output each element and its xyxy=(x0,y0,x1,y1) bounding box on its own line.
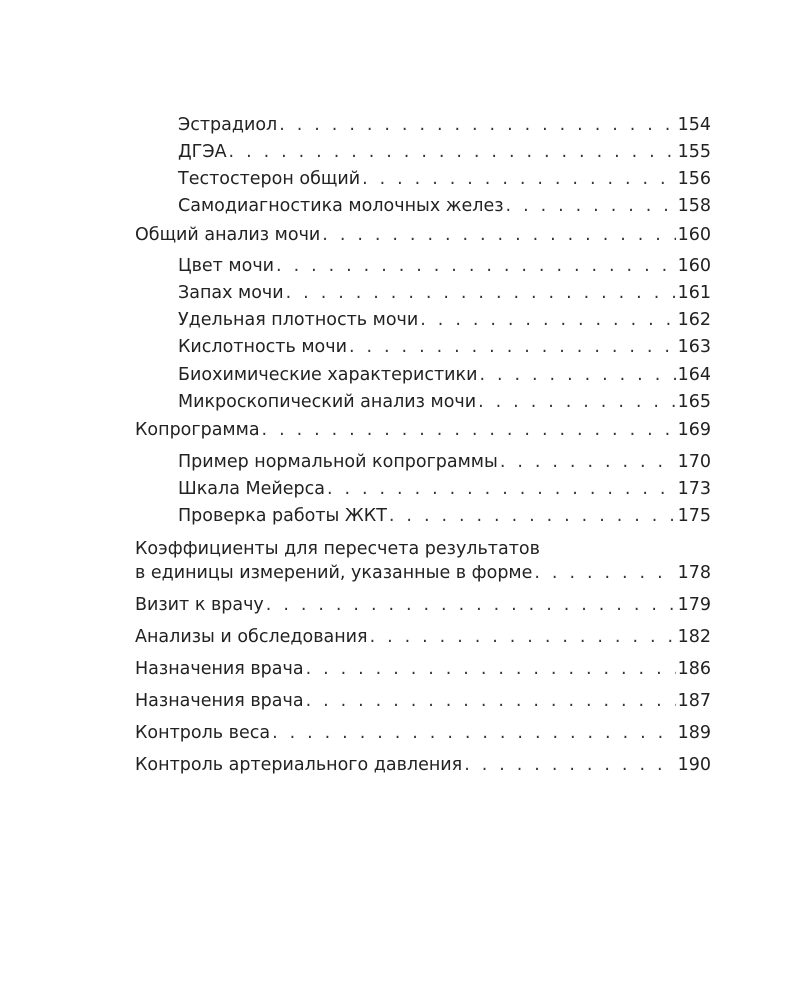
toc-entry-title: Эстрадиол xyxy=(178,115,278,135)
toc-entry-page: 161 xyxy=(677,283,711,303)
toc-entry-page: 156 xyxy=(677,169,711,189)
dot-leader xyxy=(276,255,676,277)
toc-entry-normal-coprogram xyxy=(178,451,711,473)
toc-entry-title: Проверка работы ЖКТ xyxy=(178,506,387,526)
dot-leader xyxy=(306,690,676,712)
dot-leader xyxy=(362,168,675,190)
toc-entry-page: 182 xyxy=(677,627,711,647)
toc-entry-title: Контроль артериального давления xyxy=(135,755,463,775)
toc-entry-title: Контроль веса xyxy=(135,723,271,743)
toc-entry-page: 164 xyxy=(677,365,711,385)
toc-entry-urine-density xyxy=(178,309,711,331)
toc-entry-page: 173 xyxy=(677,479,711,499)
toc-entry-testosterone xyxy=(178,168,711,190)
toc-entry-page: 155 xyxy=(677,142,711,162)
toc-entry-title: Удельная плотность мочи xyxy=(178,310,419,330)
toc-entry-title: Цвет мочи xyxy=(178,256,275,276)
dot-leader xyxy=(286,282,676,304)
toc-entry-page: 160 xyxy=(677,225,711,245)
toc-entry-page: 175 xyxy=(677,506,711,526)
toc-entry-page: 187 xyxy=(677,691,711,711)
toc-entry-gi-check xyxy=(178,505,711,527)
dot-leader xyxy=(420,309,675,331)
toc-entry-coprogram xyxy=(135,419,711,441)
toc-entry-page: 158 xyxy=(677,196,711,216)
toc-entry-doctor-visit xyxy=(135,594,711,616)
dot-leader xyxy=(229,141,676,163)
dot-leader xyxy=(279,114,675,136)
toc-entry-meyers-scale xyxy=(178,478,711,500)
dot-leader xyxy=(389,505,676,527)
toc-entry-page: 162 xyxy=(677,310,711,330)
toc-entry-estradiol xyxy=(178,114,711,136)
dot-leader xyxy=(327,478,676,500)
toc-entry-blood-pressure xyxy=(135,754,711,776)
toc-entry-title: в единицы измерений, указанные в форме xyxy=(135,563,533,583)
toc-entry-title: ДГЭА xyxy=(178,142,227,162)
toc-entry-dgea xyxy=(178,141,711,163)
toc-entry-title: Анализы и обследования xyxy=(135,627,368,647)
toc-entry-prescriptions-1 xyxy=(135,658,711,680)
dot-leader xyxy=(464,754,675,776)
dot-leader xyxy=(534,562,675,584)
toc-entry-urine-color xyxy=(178,255,711,277)
dot-leader xyxy=(479,364,675,386)
dot-leader xyxy=(262,419,676,441)
toc-entry-page: 160 xyxy=(677,256,711,276)
dot-leader xyxy=(306,658,676,680)
toc-entry-microscopy xyxy=(178,391,711,413)
dot-leader xyxy=(506,195,676,217)
toc-entry-page: 163 xyxy=(677,337,711,357)
toc-entry-page: 179 xyxy=(677,595,711,615)
toc-entry-title: Назначения врача xyxy=(135,659,304,679)
toc-entry-biochemistry xyxy=(178,364,711,386)
dot-leader xyxy=(500,451,676,473)
toc-entry-coefficients-line1: Коэффициенты для пересчета результатов xyxy=(135,539,540,559)
toc-entry-title: Самодиагностика молочных желез xyxy=(178,196,504,216)
toc-entry-title: Шкала Мейерса xyxy=(178,479,325,499)
dot-leader xyxy=(478,391,675,413)
toc-entry-page: 189 xyxy=(677,723,711,743)
toc-entry-urinalysis xyxy=(135,224,711,246)
toc-entry-title: Общий анализ мочи xyxy=(135,225,321,245)
toc-entry-title: Запах мочи xyxy=(178,283,284,303)
toc-entry-weight-control xyxy=(135,722,711,744)
toc-entry-title: Биохимические характеристики xyxy=(178,365,478,385)
toc-entry-title: Визит к врачу xyxy=(135,595,264,615)
dot-leader xyxy=(272,722,676,744)
toc-entry-page: 154 xyxy=(677,115,711,135)
toc-entry-title: Микроскопический анализ мочи xyxy=(178,392,477,412)
toc-entry-urine-acidity xyxy=(178,336,711,358)
toc-entry-urine-odor xyxy=(178,282,711,304)
toc-entry-title: Копрограмма xyxy=(135,420,260,440)
toc-entry-page: 178 xyxy=(677,563,711,583)
toc-entry-coefficients xyxy=(135,562,711,584)
toc-entry-page: 190 xyxy=(677,755,711,775)
dot-leader xyxy=(322,224,675,246)
toc-entry-title: Кислотность мочи xyxy=(178,337,347,357)
toc-entry-page: 170 xyxy=(677,452,711,472)
toc-entry-title: Тестостерон общий xyxy=(178,169,361,189)
toc-entry-page: 186 xyxy=(677,659,711,679)
toc-entry-page: 165 xyxy=(677,392,711,412)
toc-entry-title: Пример нормальной копрограммы xyxy=(178,452,498,472)
dot-leader xyxy=(266,594,676,616)
toc-entry-breast-selfcheck xyxy=(178,195,711,217)
toc-entry-tests xyxy=(135,626,711,648)
toc-entry-prescriptions-2 xyxy=(135,690,711,712)
toc-entry-page: 169 xyxy=(677,420,711,440)
toc-entry-title: Назначения врача xyxy=(135,691,304,711)
dot-leader xyxy=(349,336,676,358)
dot-leader xyxy=(370,626,676,648)
